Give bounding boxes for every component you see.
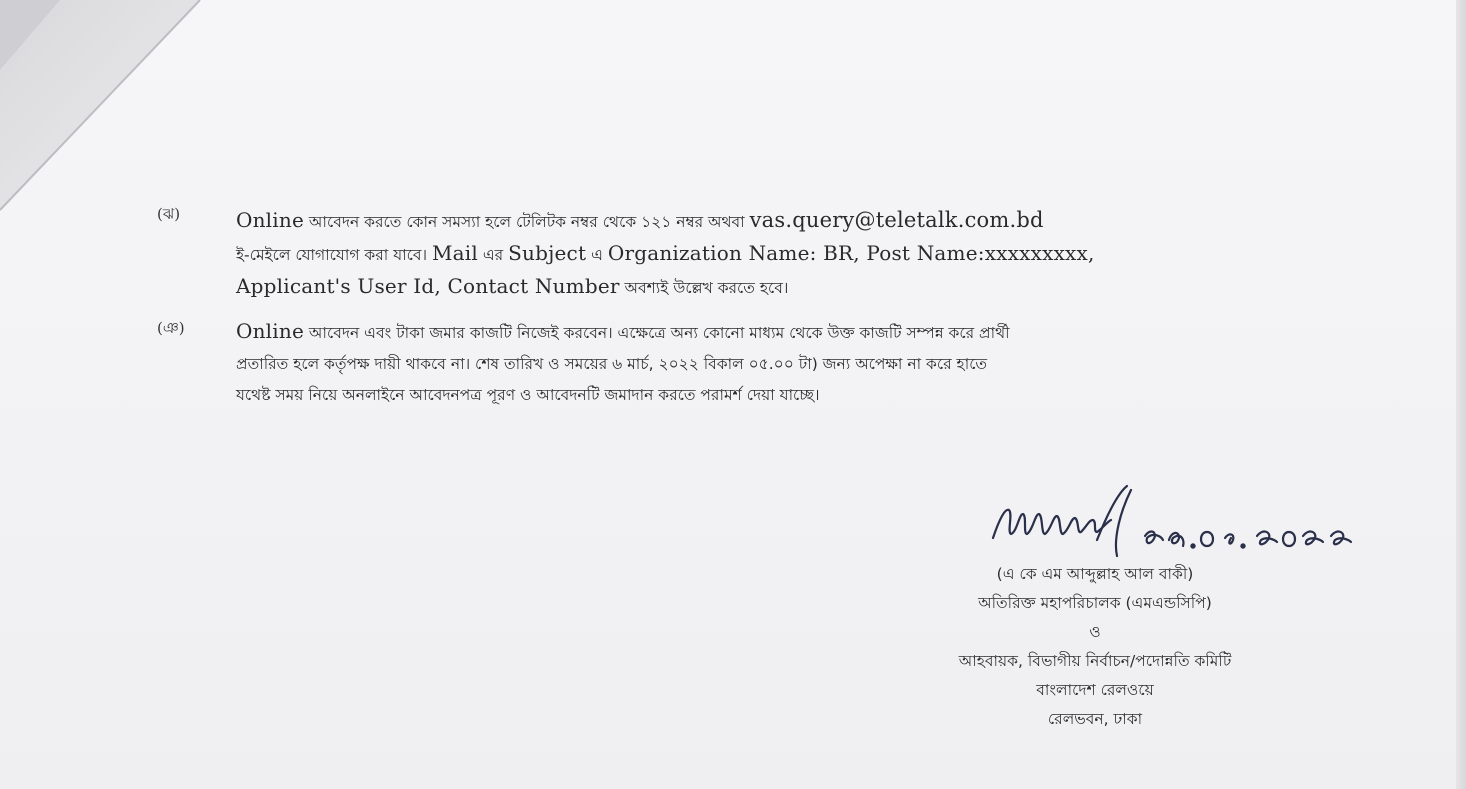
text-online: Online: [236, 319, 304, 343]
text-online: Online: [236, 208, 304, 232]
text-segment: ই-মেইলে যোগাযোগ করা যাবে।: [236, 246, 432, 264]
text-segment: এ: [586, 246, 608, 264]
signatory-designation: অতিরিক্ত মহাপরিচালক (এমএন্ডসিপি): [978, 594, 1212, 612]
text-organization: Organization Name: BR, Post Name:xxxxxxxxx,: [607, 241, 1095, 265]
support-email: vas.query@teletalk.com.bd: [749, 208, 1044, 232]
folded-corner: [0, 0, 210, 215]
signatory-name: (এ কে এম আব্দুল্লাহ আল বাকী): [996, 565, 1194, 583]
paragraph-nya: [236, 316, 1266, 411]
paragraph-line: [236, 238, 1266, 271]
signatory-role: আহবায়ক, বিভাগীয় নির্বাচন/পদোন্নতি কমিটি: [958, 652, 1232, 670]
text-segment: অবশ্যই উল্লেখ করতে হবে।: [619, 279, 789, 297]
text-segment: এর: [477, 246, 509, 264]
text-subject: Subject: [508, 241, 587, 265]
paragraph-line: [236, 380, 1266, 411]
signatory-address: রেলভবন, ঢাকা: [1047, 710, 1143, 728]
signatory-conjunction: ও: [1089, 623, 1101, 641]
text-mail: Mail: [431, 241, 478, 265]
item-marker-nya: (ঞ): [157, 319, 185, 337]
paragraph-line: [236, 316, 1266, 349]
item-marker-jha: (ঝ): [157, 205, 181, 223]
page-edge: [1456, 0, 1466, 789]
signatory-organization: বাংলাদেশ রেলওয়ে: [1036, 681, 1154, 699]
text-segment: আবেদন করতে কোন সমস্যা হলে টেলিটক নম্বর থেকে ১২১ নম্বর অথবা: [304, 213, 750, 231]
paragraph-line: [236, 205, 1266, 238]
paragraph-line: [236, 349, 1266, 380]
paragraph-jha: [236, 205, 1266, 304]
handwritten-signature: [985, 480, 1365, 570]
text-applicant: Applicant's User Id, Contact Number: [236, 274, 620, 298]
paragraph-line: [236, 271, 1266, 304]
signatory-block: [860, 560, 1330, 734]
text-segment: যথেষ্ট সময় নিয়ে অনলাইনে আবেদনপত্র পূরণ ও আবেদনটি জমাদান করতে পরামর্শ দেয়া যাচ্ছে।: [236, 386, 820, 404]
text-segment: প্রতারিত হলে কর্তৃপক্ষ দায়ী থাকবে না। শেষ তারিখ ও সময়ের ৬ মার্চ, ২০২২ বিকাল ০৫.০০ টা) জন্য অপেক্ষা না করে হাতে: [236, 355, 988, 373]
text-segment: আবেদন এবং টাকা জমার কাজটি নিজেই করবেন। এক্ষেত্রে অন্য কোনো মাধ্যম থেকে উক্ত কাজটি সম্পন্ন করে প্রার্থী: [304, 324, 1010, 342]
